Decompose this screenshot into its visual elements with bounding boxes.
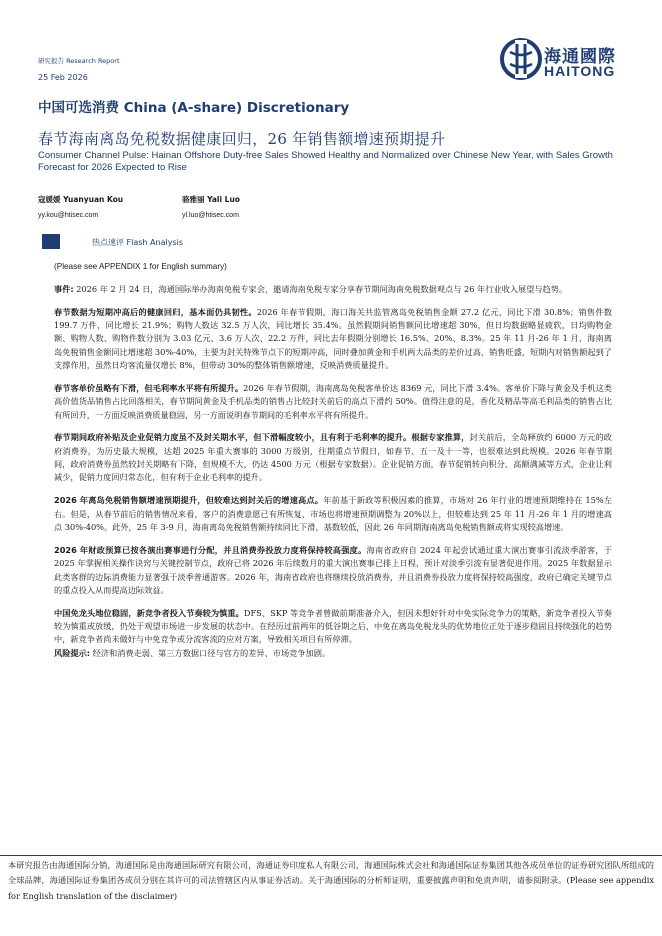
sector-title: 中国可选消费 China (A-share) Discretionary (38, 100, 350, 116)
paragraph-lead: 春节数据为短期冲高后的健康回归，基本面仍具韧性。 (54, 306, 257, 317)
report-body (54, 260, 612, 660)
paragraph-lead: 2026 年财政预算已按各演出赛事进行分配，并且消费券投放力度将保持较高强度。 (54, 544, 367, 555)
paragraph-text: 2026 年春节假期，海南离岛免税客单价达 8369 元，同比下滑 3.4%。客单价下降与黄金及手机这类高价值货品销售占比回落相关，春节期间黄金及手机品类的销售占比较封关前后的高点下滑约 50%。值得注意的是，香化及精品等高毛利品类的销售占比有所回升，一方面反映消费质量稳固，另一方面说明春节期间的毛利率水平将有所提升。 (54, 382, 612, 420)
paragraph-lead: 风险提示: (54, 647, 91, 658)
report-title-cn: 春节海南离岛免税数据健康回归，26 年销售额增速预期提升 (38, 130, 446, 148)
paragraph-lead: 春节期间政府补贴及企业促销力度虽不及封关期水平，但下滑幅度较小，且有利于毛利率的提升。根据专家推算， (54, 432, 470, 443)
paragraph-subsidies (54, 431, 612, 484)
paragraph-unit-price (54, 382, 612, 422)
author-email[interactable]: yy.kou@htisec.com (38, 212, 99, 219)
flash-analysis-header (42, 234, 662, 250)
paragraph-text: 年前基于新政等积极因素的推算，市场对 26 年行业的增速预期维持在 15%左右。但是，从春节前后的销售情况来看，客户的消费意愿已有所恢复，市场也将增速预期调整为 20%以上，但较难达到 25 年 11 月-26 年 1 月的增速高点 30%-40%。此外，25 年 3-9 月，海南离岛免税销售额持续同比下滑，基数较低，因此 26 年同期海南离岛免税销售额或将实现较高增速。 (54, 495, 612, 532)
paragraph-text: 2026 年春节假期，海口海关共监管离岛免税销售金额 27.2 亿元，同比下滑 30.8%；销售件数 199.7 万件，同比增长 21.9%；购物人数达 32.5 万人次，同比增长 35.4%。虽然假期间销售额同比增速超 30%，但日均数据略显疲软，日均购物金额、购物人数、购物件数分别为 3.03 亿元、3.6 万人次、22.2 万件，同比去年假期分别增长 16.5%、20%、8.3%。25 年 11 月-26 年 1 月，海南离岛免税销售金额同比增速超 30%-40%，主要为封关特殊节点下的短期冲高，同时叠加黄金和手机两大品类的差价过高，销售旺盛，短期内对销售额起到了支撑作用，虽然日均客流量仅增长 8%，但带动 30%的整体销售额增速，反映消费质量提升。 (54, 306, 612, 371)
paragraph-lead: 中国免龙头地位稳固，新竞争者投入节奏较为慎重。 (54, 607, 244, 618)
report-title-en: Consumer Channel Pulse: Hainan Offshore Duty-free Sales Showed Healthy and Normalized over Chinese New Year, with Sales Growth Forecast for 2026 Expected to Rise (38, 150, 613, 173)
paragraph-lead: 春节客单价虽略有下滑，但毛利率水平将有所提升。 (54, 382, 244, 393)
footer-divider (0, 855, 662, 856)
flash-bar-marker (42, 234, 60, 249)
appendix-note: (Please see APPENDIX 1 for English summary) (54, 262, 227, 271)
haitong-logo (500, 36, 640, 82)
flash-analysis-label: 热点速评 Flash Analysis (92, 238, 184, 247)
paragraph-lead: 2026 年离岛免税销售额增速预期提升，但较难达到封关后的增速高点。 (54, 495, 324, 506)
author-name: 寇媛媛 Yuanyuan Kou (38, 195, 124, 204)
paragraph-holiday-data (54, 306, 612, 373)
paragraph-competition (54, 607, 612, 647)
paragraph-text: DFS、SKP 等竞争者曾做前期准备介入，但因未想好针对中免实际竞争力的策略，新竞争者投入节奏较为慎重或放缓，仍处于观望市场进一步发展的状态中。在经历过前两年的低谷期之后，中免在离岛免税龙头的优势地位正处于逐步稳固且持续强化的趋势中，新竞争者尚未做好与中免竞争或分流客流的应对方案，导致相关项目有所停滞。 (54, 607, 612, 645)
paragraph-fiscal-budget (54, 544, 612, 597)
footer-disclaimer: 本研究报告由海通国际分销，海通国际是由海通国际研究有限公司，海通证券印度私人有限公司，海通国际株式会社和海通国际证券集团其他各成员单位的证券研究团队所组成的全球品牌，海通国际证券集团各成员分别在其许可的司法管辖区内从事证券活动。关于海通国际的分析师证明，重要披露声明和免责声明，请参阅附录。(Please see appendix for English translation of the disclaimer) (8, 860, 654, 901)
paragraph-text: 经济和消费走弱、第三方数据口径与官方的差异、市场竞争加剧。 (90, 647, 331, 658)
paragraph-growth-forecast (54, 494, 612, 534)
author-email[interactable]: yl.luo@htisec.com (182, 212, 239, 219)
author-name: 骆雅丽 Yali Luo (182, 195, 240, 204)
paragraph-risk (54, 647, 612, 660)
paragraph-text: 海南省政府自 2024 年起尝试通过重大演出赛事引流淡季游客，于 2025 年掌握相关操作诀窍与关键控制节点，政府已将 2026 年后续数月的重大演出赛事已排上日程，预计对淡季引流有显著促进作用。2025 年数据显示此类客群的边际消费能力显著强于淡季普通游客。2026 年，海南省政府也将继续投放消费券，并且消费券投放力度将保持较高强度，政府已确定关键节点的重点投入从而提高边际效益。 (54, 544, 613, 595)
logo-text-cn: 海通國際 (544, 47, 616, 67)
haitong-emblem-icon (500, 36, 542, 82)
logo-text-en: HAITONG (544, 63, 616, 79)
paragraph-lead: 事件: (54, 283, 74, 294)
paragraph-text: 2026 年 2 月 24 日，海通国际举办海南免税专家会，邀请海南免税专家分享春节期间海南免税数据观点与 26 年行业收入展望与趋势。 (73, 283, 568, 294)
report-date: 25 Feb 2026 (38, 73, 88, 82)
paragraph-text: 封关前后，全岛释放约 6000 万元的政府消费券，为历史最大规模，达超 2025 年重大赛事的 3000 万级别，往期重点节假日，如春节、五一及十一等，也很难达到此规模。2026 年春节期间，政府消费券虽然较封关期略有下降，但规模不大，仍达 4500 万元（根据专家数据）。企业促销方面，春节促销转向积分、高额满减等方式，企业让利减少，促销力度回归常态化，但有利于企业毛利率的提升。 (54, 432, 612, 483)
paragraph-event (54, 283, 612, 296)
report-type-label: 研究报告 Research Report (38, 57, 120, 65)
